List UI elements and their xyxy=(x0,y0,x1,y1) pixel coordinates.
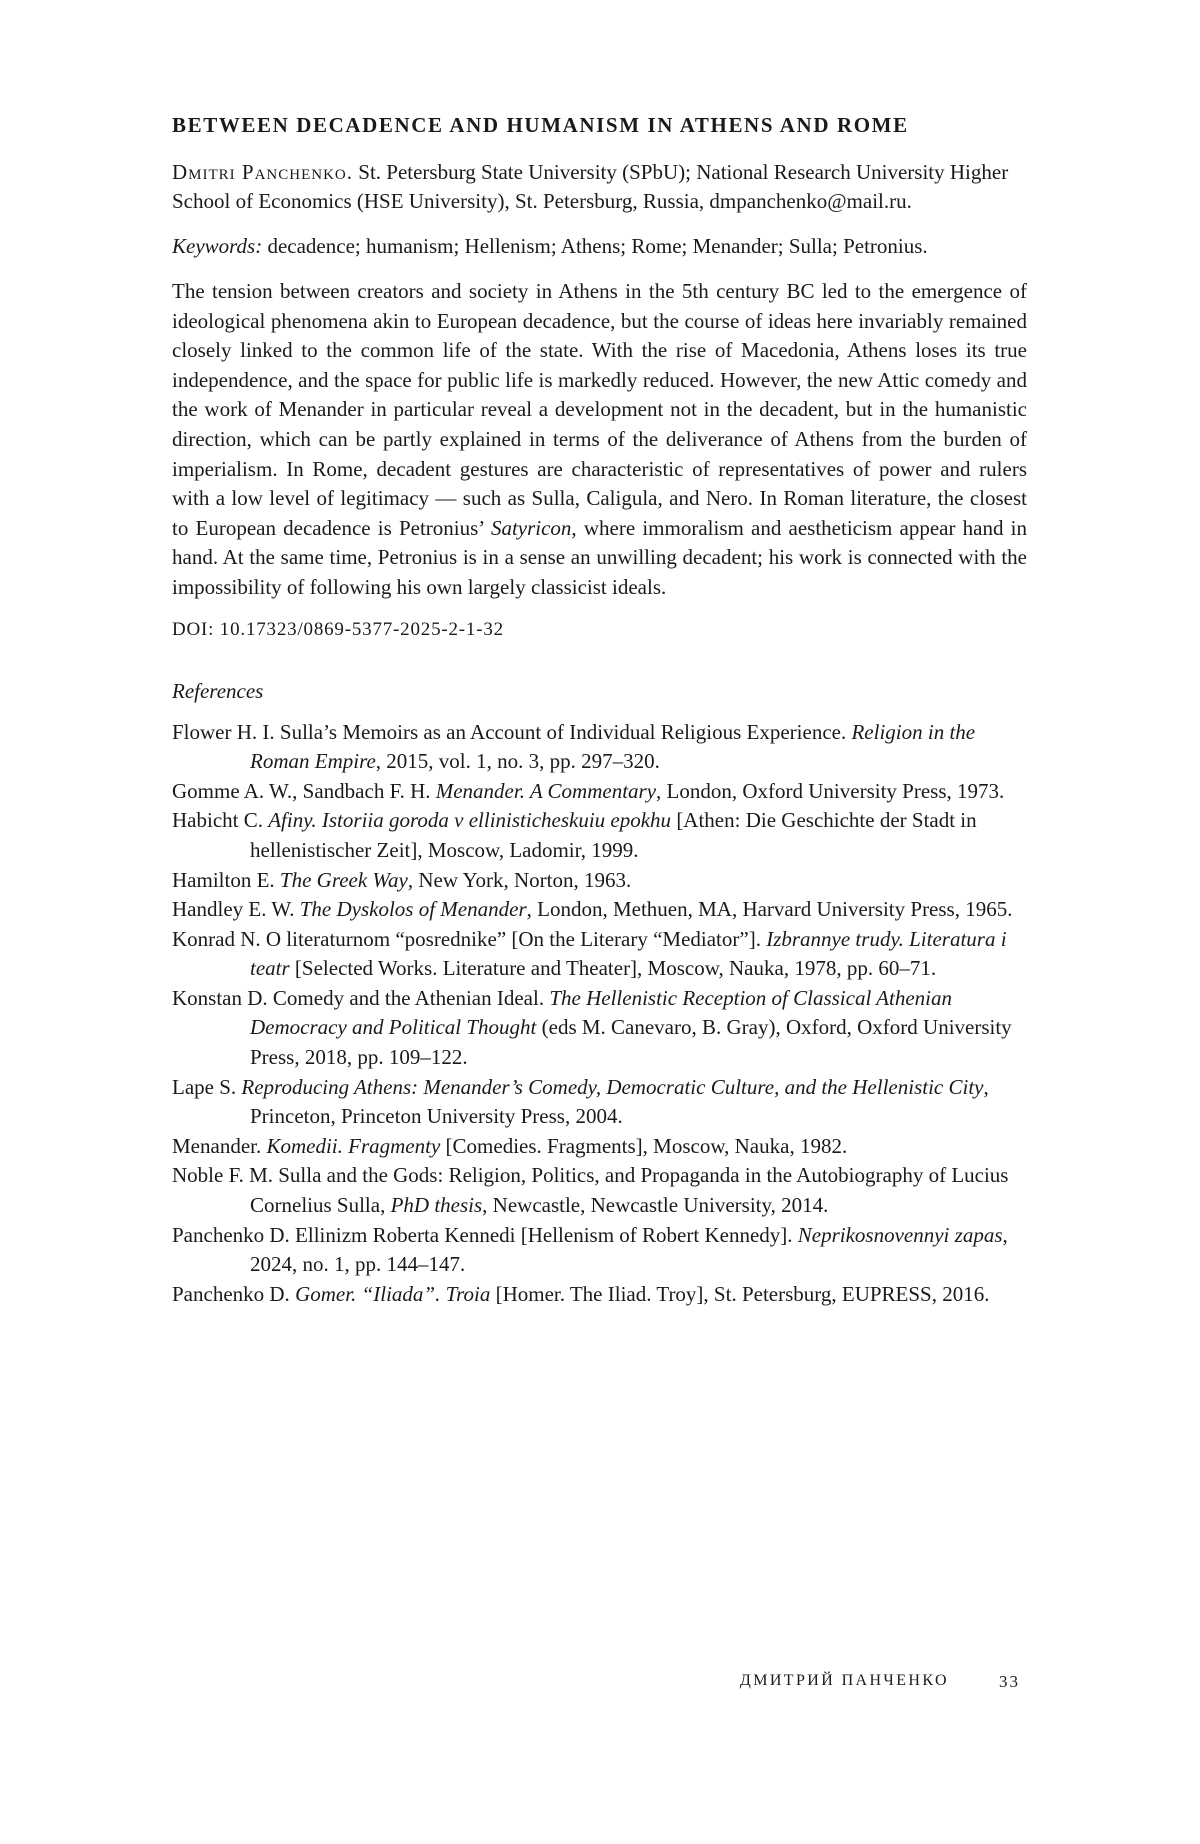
doi: DOI: 10.17323/0869-5377-2025-2-1-32 xyxy=(172,618,504,640)
running-head: ДМИТРИЙ ПАНЧЕНКО xyxy=(739,1672,949,1689)
reference-item: Panchenko D. Ellinizm Roberta Kennedi [Hellenism of Robert Kennedy]. Neprikosnovennyi zapas, 2024, no. 1, pp. 144–147. xyxy=(172,1222,1008,1277)
reference-item: Menander. Komedii. Fragmenty [Comedies. Fragments], Moscow, Nauka, 1982. xyxy=(172,1133,848,1158)
keywords-label: Keywords: xyxy=(172,234,263,258)
page-number: 33 xyxy=(999,1672,1020,1691)
reference-item: Panchenko D. Gomer. “Iliada”. Troia [Homer. The Iliad. Troy], St. Petersburg, EUPRESS, 2016. xyxy=(172,1281,990,1306)
keywords xyxy=(172,232,1027,261)
reference-item: Flower H. I. Sulla’s Memoirs as an Account of Individual Religious Experience. Religion in the Roman Empire, 2015, vol. 1, no. 3, pp. 297–320. xyxy=(172,719,976,774)
reference-list xyxy=(172,718,1027,1310)
author-affiliation: St. Petersburg State University (SPbU); National Research University Higher School of Economics (HSE University), St. Petersburg, Russia, dmpanchenko@mail.ru. xyxy=(172,160,1009,213)
article-title: BETWEEN DECADENCE AND HUMANISM IN ATHENS AND ROME xyxy=(172,113,909,137)
references-heading: References xyxy=(172,678,264,703)
reference-item: Hamilton E. The Greek Way, New York, Norton, 1963. xyxy=(172,867,632,892)
reference-item: Handley E. W. The Dyskolos of Menander, London, Methuen, MA, Harvard University Press, 1965. xyxy=(172,897,1013,922)
abstract-part-2: , where immoralism and aestheticism appear hand in hand. At the same time, Petronius is in a sense an unwilling decadent; his work is connected with the impossibility of following his own largely classicist ideals. xyxy=(172,515,1028,599)
reference-item: Lape S. Reproducing Athens: Menander’s Comedy, Democratic Culture, and the Hellenistic City, Princeton, Princeton University Press, 2004. xyxy=(172,1074,989,1129)
reference-item: Noble F. M. Sulla and the Gods: Religion, Politics, and Propaganda in the Autobiography of Lucius Cornelius Sulla, PhD thesis, Newcastle, Newcastle University, 2014. xyxy=(172,1163,1009,1218)
abstract-italic: Satyricon xyxy=(490,515,572,540)
author-name: Dmitri Panchenko. xyxy=(172,160,354,184)
reference-item: Konstan D. Comedy and the Athenian Ideal. The Hellenistic Reception of Classical Athenian Democracy and Political Thought (eds M. Canevaro, B. Gray), Oxford, Oxford University Press, 2018, pp. 109–122. xyxy=(172,985,1012,1070)
abstract-part-1: The tension between creators and society in Athens in the 5th century BC led to the emergence of ideological phenomena akin to European decadence, but the course of ideas here invariably remained closely linked to the common life of the state. With the rise of Macedonia, Athens loses its true independence, and the space for public life is markedly reduced. However, the new Attic comedy and the work of Menander in particular reveal a development not in the decadent, but in the humanistic direction, which can be partly explained in terms of the deliverance of Athens from the burden of imperialism. In Rome, decadent gestures are characteristic of representatives of power and rulers with a low level of legitimacy — such as Sulla, Caligula, and Nero. In Roman literature, the closest to European decadence is Petronius’ xyxy=(172,279,1027,540)
abstract xyxy=(172,277,1027,603)
author-block xyxy=(172,158,1027,216)
page-footer xyxy=(740,1672,1020,1692)
article-page xyxy=(172,110,1027,1309)
reference-item: Konrad N. O literaturnom “posrednike” [On the Literary “Mediator”]. Izbrannye trudy. Literatura i teatr [Selected Works. Literature and Theater], Moscow, Nauka, 1978, pp. 60–71. xyxy=(172,926,1007,981)
reference-item: Habicht C. Afiny. Istoriia goroda v ellinisticheskuiu epokhu [Athen: Die Geschichte der Stadt in hellenistischer Zeit], Moscow, Ladomir, 1999. xyxy=(172,808,977,862)
keywords-text: decadence; humanism; Hellenism; Athens; Rome; Menander; Sulla; Petronius. xyxy=(262,234,928,258)
reference-item: Gomme A. W., Sandbach F. H. Menander. A Commentary, London, Oxford University Press, 1973. xyxy=(172,778,1005,803)
